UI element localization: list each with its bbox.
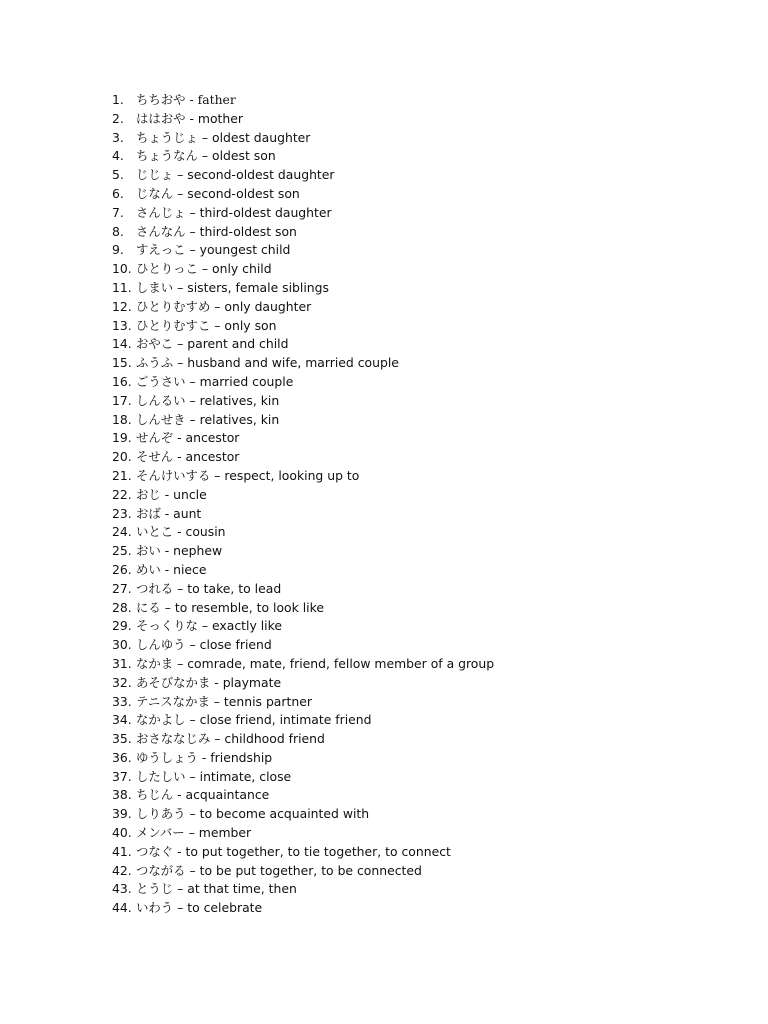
item-entry-text: しまい – sisters, female siblings xyxy=(136,279,329,295)
item-number: 16. xyxy=(112,373,132,389)
list-item xyxy=(112,730,494,749)
item-entry-text: じなん – second-oldest son xyxy=(136,185,300,201)
item-entry-text: ひとりっこ – only child xyxy=(136,261,272,277)
item-number: 1. xyxy=(112,92,124,107)
item-number: 41. xyxy=(112,843,132,859)
list-item xyxy=(112,693,494,712)
list-item xyxy=(112,899,494,918)
list-item xyxy=(112,241,494,260)
item-number: 30. xyxy=(112,637,132,653)
list-item xyxy=(112,617,494,636)
item-number: 23. xyxy=(112,505,132,521)
list-item xyxy=(112,580,494,599)
item-entry-text: おじ - uncle xyxy=(136,486,207,502)
list-item xyxy=(112,711,494,730)
list-item xyxy=(112,166,494,185)
item-entry-text: さんじょ – third-oldest daughter xyxy=(136,204,332,220)
item-entry-text: そんけいする – respect, looking up to xyxy=(136,467,360,483)
list-item xyxy=(112,204,494,223)
item-number: 21. xyxy=(112,467,132,483)
item-entry-text: したしい – intimate, close xyxy=(136,768,292,784)
item-entry-text: しりあう – to become acquainted with xyxy=(136,806,370,822)
list-item xyxy=(112,636,494,655)
item-entry-text: ふうふ – husband and wife, married couple xyxy=(136,355,399,371)
vocabulary-list xyxy=(112,91,494,918)
item-entry-text: すえっこ – youngest child xyxy=(136,242,291,258)
item-entry-text: ひとりむすめ – only daughter xyxy=(136,298,312,314)
list-item xyxy=(112,862,494,881)
item-entry-text: しんゆう – close friend xyxy=(136,637,272,653)
item-number: 25. xyxy=(112,543,132,559)
list-item xyxy=(112,561,494,580)
item-number: 37. xyxy=(112,768,132,784)
list-item xyxy=(112,505,494,524)
list-item xyxy=(112,260,494,279)
item-number: 4. xyxy=(112,148,124,164)
item-number: 33. xyxy=(112,693,132,709)
item-number: 10. xyxy=(112,261,132,277)
list-item xyxy=(112,824,494,843)
list-item xyxy=(112,147,494,166)
item-entry-text: とうじ – at that time, then xyxy=(136,881,297,897)
item-number: 6. xyxy=(112,185,124,201)
item-number: 44. xyxy=(112,900,132,916)
list-item xyxy=(112,298,494,317)
item-entry-text: なかよし – close friend, intimate friend xyxy=(136,712,372,728)
item-entry-text: いわう – to celebrate xyxy=(136,900,263,916)
item-entry-text: ははおや - mother xyxy=(136,110,243,126)
item-number: 22. xyxy=(112,486,132,502)
list-item xyxy=(112,467,494,486)
item-entry-text: しんるい – relatives, kin xyxy=(136,392,280,408)
item-number: 32. xyxy=(112,674,132,690)
item-number: 8. xyxy=(112,223,124,239)
item-entry-text: つながる – to be put together, to be connected xyxy=(136,862,422,878)
list-item xyxy=(112,392,494,411)
list-item xyxy=(112,749,494,768)
list-item xyxy=(112,110,494,129)
item-entry-text: テニスなかま – tennis partner xyxy=(136,693,312,709)
item-number: 15. xyxy=(112,355,132,371)
list-item xyxy=(112,486,494,505)
item-number: 3. xyxy=(112,129,124,145)
list-item xyxy=(112,523,494,542)
item-entry-text: そっくりな – exactly like xyxy=(136,618,282,634)
item-entry-text: おい - nephew xyxy=(136,543,223,559)
list-item xyxy=(112,655,494,674)
item-number: 34. xyxy=(112,712,132,728)
item-entry-text: ちょうなん – oldest son xyxy=(136,148,276,164)
item-entry-text: ゆうしょう - friendship xyxy=(136,749,273,765)
item-entry-text: さんなん – third-oldest son xyxy=(136,223,297,239)
list-item xyxy=(112,674,494,693)
list-item xyxy=(112,317,494,336)
item-number: 31. xyxy=(112,655,132,671)
list-item xyxy=(112,843,494,862)
list-item xyxy=(112,279,494,298)
item-entry-text: にる – to resemble, to look like xyxy=(136,599,324,615)
item-entry-text: いとこ - cousin xyxy=(136,524,226,540)
item-number: 39. xyxy=(112,806,132,822)
item-number: 11. xyxy=(112,279,132,295)
item-entry-text: つれる – to take, to lead xyxy=(136,580,282,596)
item-entry-text: めい - niece xyxy=(136,561,207,577)
list-item xyxy=(112,411,494,430)
item-number: 29. xyxy=(112,618,132,634)
item-entry-text: せんぞ - ancestor xyxy=(136,430,240,446)
item-entry-text: おさななじみ – childhood friend xyxy=(136,731,325,747)
item-number: 36. xyxy=(112,749,132,765)
list-item xyxy=(112,185,494,204)
item-entry-text: あそびなかま - playmate xyxy=(136,674,282,690)
item-entry-text: ちちおや - father xyxy=(136,92,236,107)
item-number: 5. xyxy=(112,167,124,183)
item-number: 43. xyxy=(112,881,132,897)
list-item xyxy=(112,786,494,805)
item-number: 35. xyxy=(112,731,132,747)
item-entry-text: ごうさい – married couple xyxy=(136,373,294,389)
item-number: 19. xyxy=(112,430,132,446)
item-number: 12. xyxy=(112,298,132,314)
item-number: 27. xyxy=(112,580,132,596)
item-number: 24. xyxy=(112,524,132,540)
list-item xyxy=(112,91,494,110)
item-entry-text: ひとりむすこ – only son xyxy=(136,317,277,333)
item-entry-text: じじょ – second-oldest daughter xyxy=(136,167,335,183)
list-item xyxy=(112,768,494,787)
item-number: 7. xyxy=(112,204,124,220)
list-item xyxy=(112,335,494,354)
item-number: 20. xyxy=(112,449,132,465)
list-item xyxy=(112,880,494,899)
item-entry-text: つなぐ - to put together, to tie together, to connect xyxy=(136,843,451,859)
item-number: 42. xyxy=(112,862,132,878)
list-item xyxy=(112,373,494,392)
item-number: 38. xyxy=(112,787,132,803)
list-item xyxy=(112,448,494,467)
item-entry-text: ちょうじょ – oldest daughter xyxy=(136,129,311,145)
item-number: 17. xyxy=(112,392,132,408)
item-entry-text: そせん - ancestor xyxy=(136,449,240,465)
item-entry-text: しんせき – relatives, kin xyxy=(136,411,280,427)
item-number: 40. xyxy=(112,825,132,841)
list-item xyxy=(112,805,494,824)
item-entry-text: ちじん - acquaintance xyxy=(136,787,270,803)
list-item xyxy=(112,223,494,242)
item-number: 13. xyxy=(112,317,132,333)
item-number: 9. xyxy=(112,242,124,258)
item-entry-text: メンバー – member xyxy=(136,825,252,841)
list-item xyxy=(112,354,494,373)
item-number: 2. xyxy=(112,110,124,126)
item-number: 18. xyxy=(112,411,132,427)
item-entry-text: なかま – comrade, mate, friend, fellow member of a group xyxy=(136,655,495,671)
item-number: 28. xyxy=(112,599,132,615)
item-number: 14. xyxy=(112,336,132,352)
list-item xyxy=(112,599,494,618)
list-item xyxy=(112,429,494,448)
item-number: 26. xyxy=(112,561,132,577)
list-item xyxy=(112,129,494,148)
item-entry-text: おば - aunt xyxy=(136,505,202,521)
list-item xyxy=(112,542,494,561)
item-entry-text: おやこ – parent and child xyxy=(136,336,289,352)
